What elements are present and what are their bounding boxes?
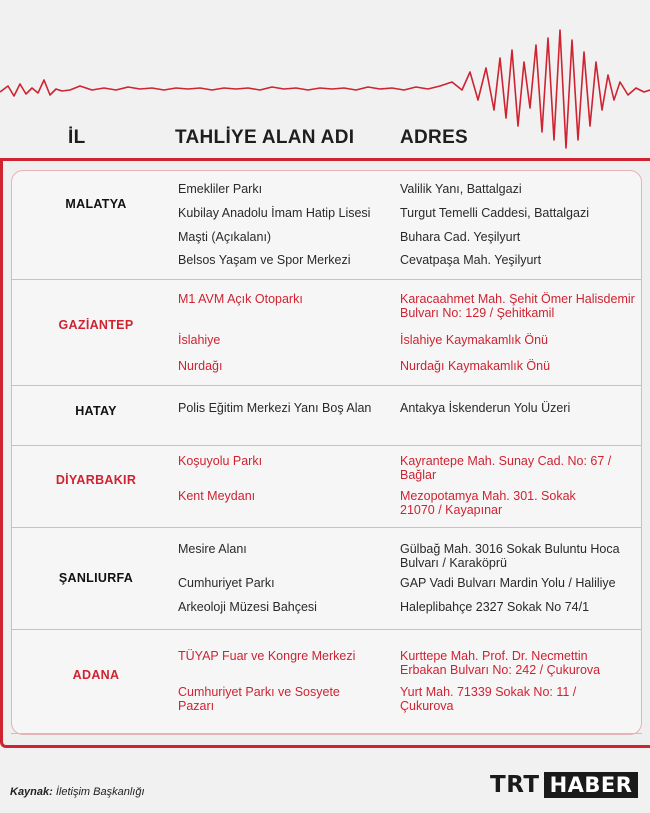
column-header-name: TAHLİYE ALAN ADI [175,127,355,148]
source-label: Kaynak: [10,786,53,798]
city-group-sanliurfa [11,528,642,630]
area-name: Kent Meydanı [178,489,256,503]
area-name: Maşti (Açıkalanı) [178,230,272,244]
city-name: HATAY [75,404,117,418]
city-group-diyarbakir [11,446,642,528]
area-name: Cumhuriyet Parkı ve Sosyete Pazarı [178,685,340,713]
area-address: Valilik Yanı, Battalgazi [400,182,522,196]
area-name: Koşuyolu Parkı [178,454,263,468]
area-address: Kayrantepe Mah. Sunay Cad. No: 67 / Bağlar [400,454,612,482]
area-address: Karacaahmet Mah. Şehit Ömer Halisdemir Bulvarı No: 129 / Şehitkamil [400,292,635,320]
logo-haber-text: HABER [544,772,639,798]
area-address: Gülbağ Mah. 3016 Sokak Buluntu Hoca Bulvarı / Karaköprü [400,542,620,570]
area-name: TÜYAP Fuar ve Kongre Merkezi [178,649,356,663]
city-group-adana [11,630,642,734]
area-address: Buhara Cad. Yeşilyurt [400,230,521,244]
area-address: Antakya İskenderun Yolu Üzeri [400,401,571,415]
area-name: Polis Eğitim Merkezi Yanı Boş Alan [178,401,372,415]
source-value: İletişim Başkanlığı [55,786,145,798]
city-name: GAZİANTEP [58,318,134,332]
source-note [10,786,145,798]
city-name: ŞANLIURFA [58,571,134,585]
city-group-malatya [11,171,642,280]
logo-trt-text: TRT [490,772,540,798]
area-address: Mezopotamya Mah. 301. Sokak 21070 / Kayapınar [400,489,576,517]
city-name: MALATYA [65,197,127,211]
area-name: Mesire Alanı [178,542,247,556]
area-name: Emekliler Parkı [178,182,263,196]
area-name: M1 AVM Açık Otoparkı [178,292,303,306]
area-address: Nurdağı Kaymakamlık Önü [400,359,551,373]
trt-haber-logo [490,772,638,798]
area-name: Nurdağı [178,359,223,373]
area-address: GAP Vadi Bulvarı Mardin Yolu / Haliliye [400,576,616,590]
city-name: DİYARBAKIR [55,473,137,487]
city-group-gaziantep [11,280,642,386]
city-name: ADANA [72,668,120,682]
area-name: Cumhuriyet Parkı [178,576,275,590]
column-header-il: İL [68,127,86,148]
area-address: Kurttepe Mah. Prof. Dr. Necmettin Erbakan Bulvarı No: 242 / Çukurova [400,649,601,677]
city-group-hatay [11,386,642,446]
area-address: Haleplibahçe 2327 Sokak No 74/1 [400,600,590,614]
area-name: İslahiye [178,333,221,347]
area-address: Turgut Temelli Caddesi, Battalgazi [400,206,589,220]
area-name: Kubilay Anadolu İmam Hatip Lisesi [178,206,371,220]
column-header-address: ADRES [400,127,469,148]
area-address: Yurt Mah. 71339 Sokak No: 11 / Çukurova [400,685,577,713]
area-name: Arkeoloji Müzesi Bahçesi [178,600,317,614]
area-address: İslahiye Kaymakamlık Önü [400,333,548,347]
area-address: Cevatpaşa Mah. Yeşilyurt [400,253,542,267]
area-name: Belsos Yaşam ve Spor Merkezi [178,253,351,267]
